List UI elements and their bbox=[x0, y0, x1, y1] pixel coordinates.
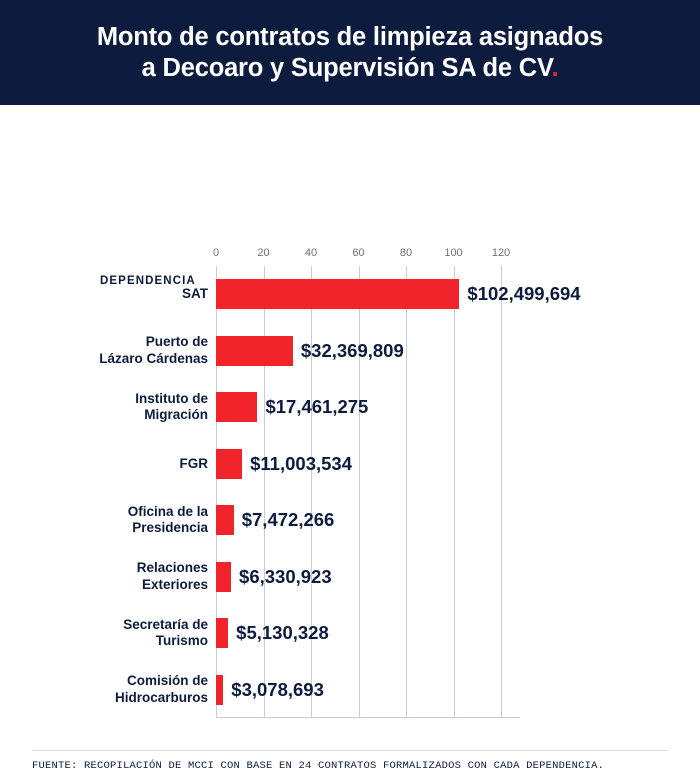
category-label: Puerto de Lázaro Cárdenas bbox=[99, 334, 208, 366]
x-tick-label: 60 bbox=[352, 247, 365, 259]
x-tick-label: 20 bbox=[257, 247, 270, 259]
source-note: FUENTE: RECOPILACIÓN DE MCCI CON BASE EN 24 CONTRATOS FORMALIZADOS CON CADA DEPENDENCIA. bbox=[32, 760, 605, 772]
bar[interactable] bbox=[216, 449, 242, 479]
category-label: FGR bbox=[179, 455, 208, 471]
bar[interactable] bbox=[216, 279, 459, 309]
chart-header bbox=[0, 0, 700, 105]
bar-value-label: $3,078,693 bbox=[231, 678, 324, 700]
category-label: Instituto de Migración bbox=[135, 390, 208, 423]
bar-row bbox=[136, 549, 520, 606]
page-title-line-2 bbox=[142, 53, 559, 84]
y-axis-caption: DEPENDENCIA bbox=[100, 275, 196, 287]
x-tick-label: 0 bbox=[212, 247, 220, 259]
bar-value-label: $5,130,328 bbox=[236, 622, 329, 643]
bar-value-label: $32,369,809 bbox=[300, 339, 404, 361]
category-label: Oficina de la Presidencia bbox=[127, 503, 208, 536]
footer-divider bbox=[32, 750, 668, 751]
bar-row bbox=[123, 605, 520, 662]
page-title-line-1: Monto de contratos de limpieza asignados bbox=[96, 22, 604, 51]
category-label: SAT bbox=[182, 286, 208, 301]
bar[interactable] bbox=[216, 505, 234, 535]
bar-value-label: $6,330,923 bbox=[239, 565, 332, 587]
x-tick-label: 40 bbox=[304, 247, 318, 259]
bar[interactable] bbox=[216, 336, 293, 366]
bar-row bbox=[135, 379, 520, 436]
bar-value-label: $7,472,266 bbox=[241, 509, 335, 530]
category-label: Relaciones Exteriores bbox=[136, 560, 208, 592]
bar-chart bbox=[0, 105, 700, 772]
page-title-line-2-text: a Decoaro y Supervisión SA de CV bbox=[141, 53, 552, 82]
category-label: Secretaría de Turismo bbox=[123, 616, 208, 649]
bar-value-label: $11,003,534 bbox=[250, 452, 352, 474]
bar-value-label: $102,499,694 bbox=[467, 283, 581, 304]
bar[interactable] bbox=[216, 618, 228, 648]
bar-row bbox=[182, 266, 581, 323]
bar-row bbox=[127, 492, 520, 549]
bar[interactable] bbox=[216, 675, 223, 705]
bar-row bbox=[114, 662, 520, 719]
x-tick-label: 80 bbox=[399, 247, 413, 259]
x-tick-label: 100 bbox=[444, 247, 463, 259]
x-tick-label: 120 bbox=[491, 247, 511, 259]
bar-value-label: $17,461,275 bbox=[265, 396, 369, 417]
bar[interactable] bbox=[216, 392, 257, 422]
category-label: Comisión de Hidrocarburos bbox=[114, 673, 208, 705]
bar-row bbox=[99, 323, 520, 380]
title-accent-dot: . bbox=[551, 53, 559, 82]
bar[interactable] bbox=[216, 562, 231, 592]
bar-row bbox=[179, 436, 520, 493]
